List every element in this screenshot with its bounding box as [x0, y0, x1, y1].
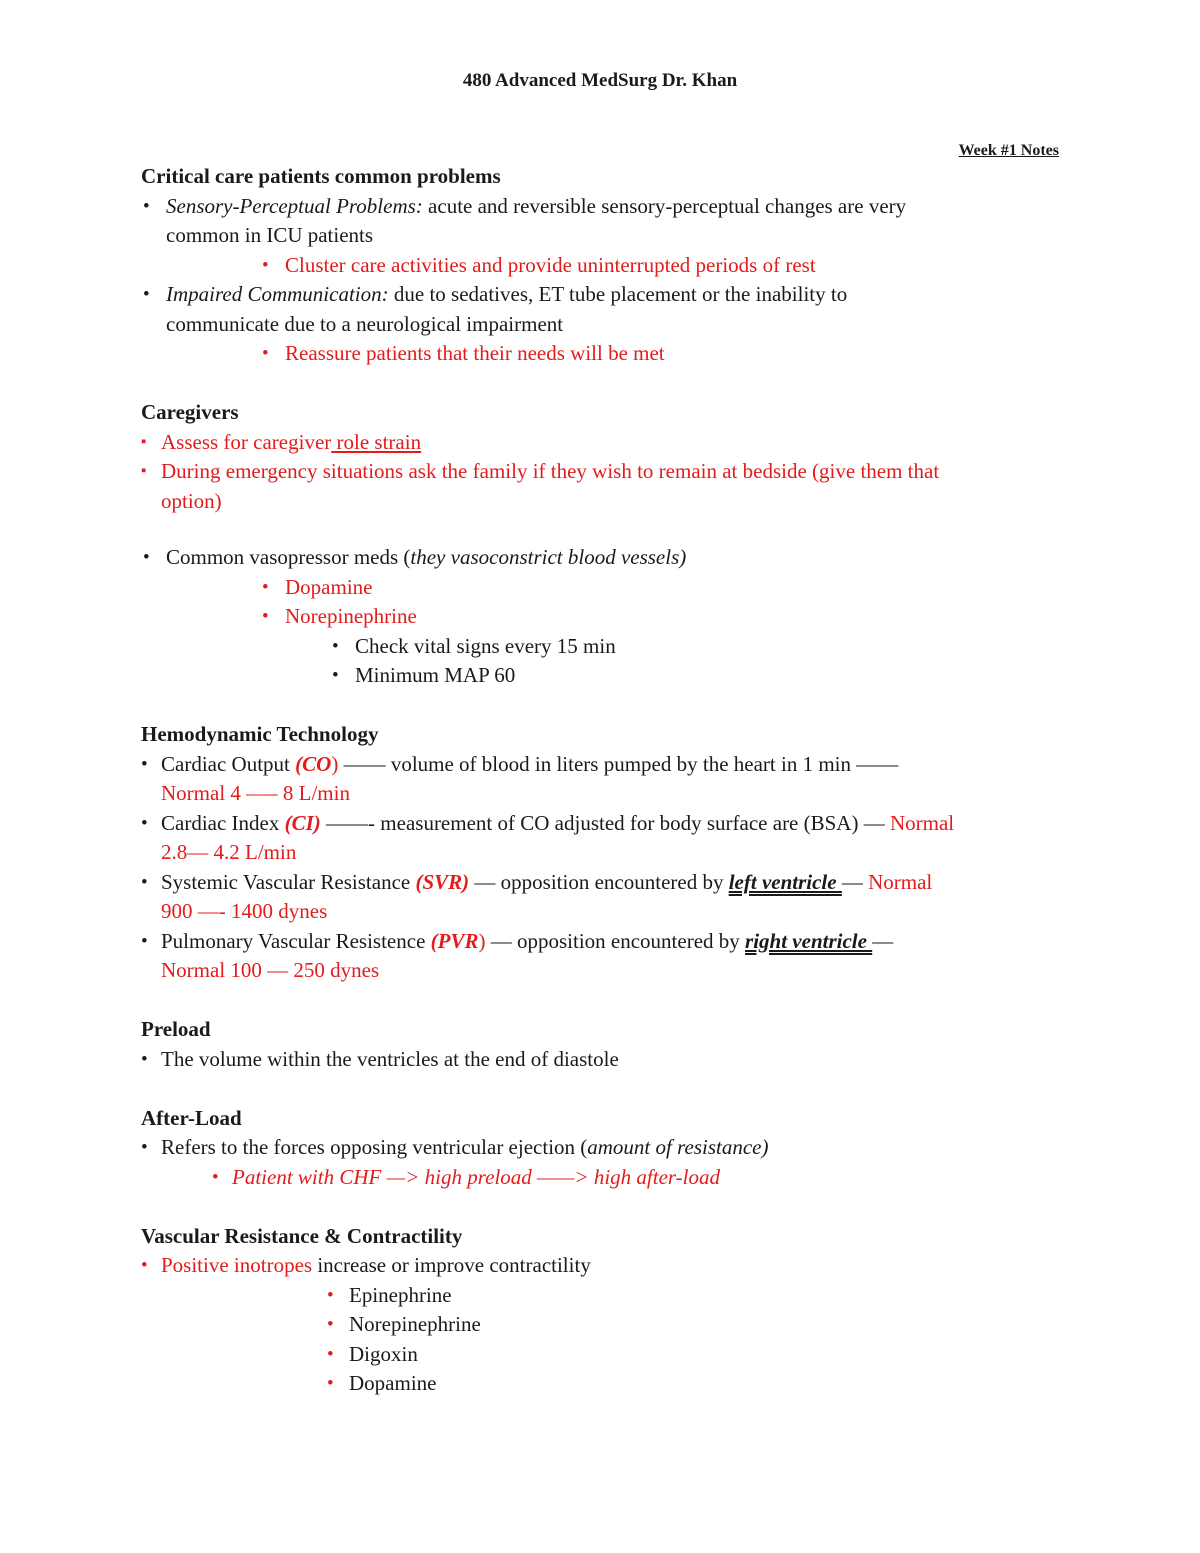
list-item-continuation: 900 —- 1400 dynes: [161, 899, 328, 923]
bullet-icon: •: [141, 871, 148, 893]
list-item: ▪ Assess for caregiver role strain: [141, 428, 1061, 458]
section-heading-hemodynamic: Hemodynamic Technology: [141, 722, 379, 746]
bullet-icon: •: [141, 812, 148, 834]
list-item-note: • Check vital signs every 15 min: [141, 632, 1061, 662]
bullet-icon: •: [143, 547, 150, 568]
list-item: • The volume within the ventricles at the end of diastole: [141, 1045, 1061, 1075]
list-item-drug: • Norepinephrine: [141, 1310, 1061, 1340]
bullet-icon: ▪: [141, 433, 147, 450]
list-item-ci: • Cardiac Index (CI) ——- measurement of CO adjusted for body surface are (BSA) — Normal: [141, 809, 1061, 839]
bullet-icon: •: [327, 1284, 334, 1306]
bullet-icon: •: [262, 576, 269, 598]
list-item: • Common vasopressor meds (they vasoconstrict blood vessels): [141, 543, 1061, 573]
list-item: • Impaired Communication: due to sedatives, ET tube placement or the inability to: [141, 280, 1061, 310]
bullet-icon: •: [141, 1048, 148, 1070]
section-heading-contractility: Vascular Resistance & Contractility: [141, 1223, 463, 1248]
list-item-example: • Patient with CHF —> high preload ——> high after-load: [141, 1163, 1061, 1193]
bullet-icon: •: [332, 635, 339, 657]
section-heading-critical-care: Critical care patients common problems: [141, 164, 501, 188]
list-item-drug: • Dopamine: [141, 1369, 1061, 1399]
bullet-icon: •: [262, 254, 269, 276]
list-item-action: • Reassure patients that their needs will be met: [141, 339, 1061, 369]
bullet-icon: •: [141, 1137, 148, 1158]
bullet-icon: •: [141, 930, 148, 952]
list-item-continuation: common in ICU patients: [166, 223, 374, 247]
bullet-icon: ▪: [141, 463, 147, 479]
document-title: 480 Advanced MedSurg Dr. Khan: [462, 70, 738, 91]
list-item-continuation: Normal 4 —– 8 L/min: [161, 781, 350, 805]
list-item-continuation: 2.8— 4.2 L/min: [161, 840, 297, 864]
section-heading-caregivers: Caregivers: [141, 400, 239, 424]
list-item-continuation: communicate due to a neurological impairment: [166, 311, 564, 336]
list-item-drug: • Digoxin: [141, 1340, 1061, 1370]
bullet-icon: •: [262, 606, 269, 627]
bullet-icon: •: [327, 1373, 334, 1394]
section-heading-preload: Preload: [141, 1017, 211, 1041]
bullet-icon: •: [327, 1343, 334, 1365]
week-label: Week #1 Notes: [958, 142, 1059, 159]
bullet-icon: •: [141, 1255, 148, 1276]
list-item: ▪ During emergency situations ask the family if they wish to remain at bedside (give them that: [141, 457, 1061, 487]
list-item-co: • Cardiac Output (CO) —— volume of blood in liters pumped by the heart in 1 min ——: [141, 750, 1061, 780]
list-item-svr: • Systemic Vascular Resistance (SVR) — opposition encountered by left ventricle — Normal: [141, 868, 1061, 898]
list-item: • Refers to the forces opposing ventricular ejection (amount of resistance): [141, 1133, 1061, 1163]
bullet-icon: •: [141, 753, 148, 775]
list-item-continuation: Normal 100 — 250 dynes: [161, 958, 380, 982]
notes-body: [141, 162, 1061, 1399]
bullet-icon: •: [262, 343, 269, 364]
bullet-icon: •: [332, 665, 339, 686]
list-item: • Positive inotropes increase or improve contractility: [141, 1251, 1061, 1281]
list-item-action: • Cluster care activities and provide uninterrupted periods of rest: [141, 251, 1061, 281]
list-item-drug: • Dopamine: [141, 573, 1061, 603]
list-item: • Sensory-Perceptual Problems: acute and reversible sensory-perceptual changes are very: [141, 192, 1061, 222]
section-heading-afterload: After-Load: [141, 1105, 242, 1130]
list-item-drug: • Norepinephrine: [141, 602, 1061, 632]
bullet-icon: •: [327, 1314, 334, 1335]
bullet-icon: •: [143, 195, 150, 217]
bullet-icon: •: [212, 1166, 219, 1188]
list-item-continuation: option): [161, 488, 222, 513]
list-item-pvr: • Pulmonary Vascular Resistence (PVR) — opposition encountered by right ventricle —: [141, 927, 1061, 957]
list-item-drug: • Epinephrine: [141, 1281, 1061, 1311]
bullet-icon: •: [143, 284, 150, 305]
list-item-note: • Minimum MAP 60: [141, 661, 1061, 691]
